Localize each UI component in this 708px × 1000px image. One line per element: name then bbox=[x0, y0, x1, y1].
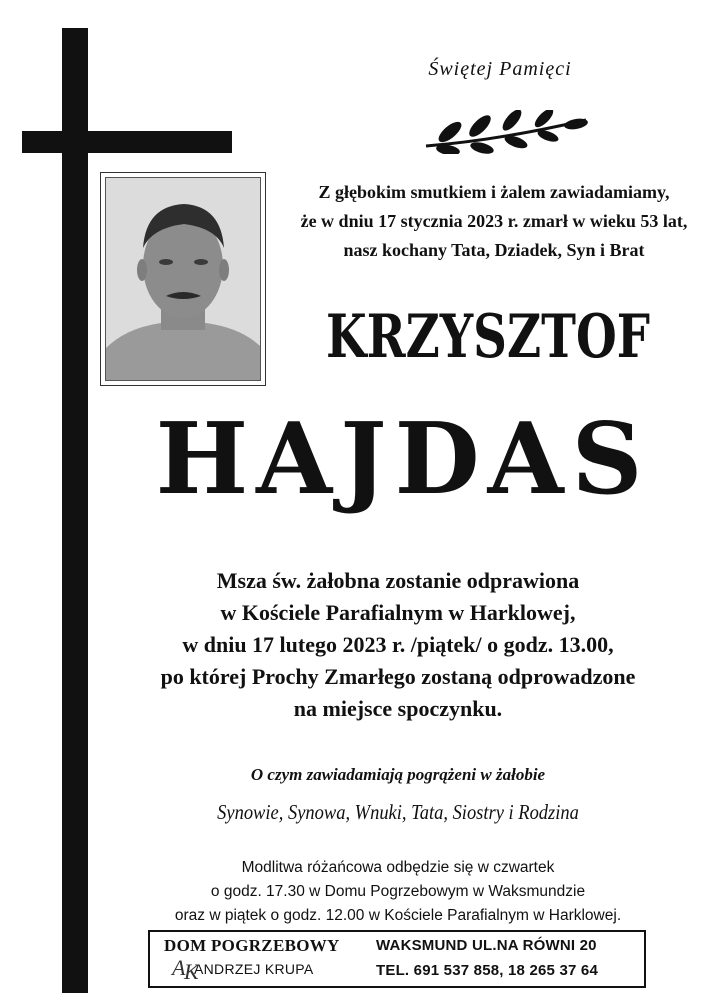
mass-line: na miejsce spoczynku. bbox=[293, 696, 503, 721]
portrait-photo bbox=[105, 177, 261, 381]
rosary-info bbox=[88, 856, 708, 928]
deceased-first-name: KRZYSZTOF bbox=[326, 302, 650, 372]
intro-line: nasz kochany Tata, Dziadek, Syn i Brat bbox=[343, 240, 645, 260]
mass-line: w dniu 17 lutego 2023 r. /piątek/ o godz. 13.00, bbox=[182, 632, 614, 657]
mourners-intro: O czym zawiadamiają pogrążeni w żałobie bbox=[250, 765, 546, 784]
intro-line: że w dniu 17 stycznia 2023 r. zmarł w wieku 53 lat, bbox=[300, 211, 688, 231]
deceased-last-name: HAJDAS bbox=[155, 402, 651, 517]
monogram-letter-k: K bbox=[184, 959, 199, 984]
rosary-line: oraz w piątek o godz. 12.00 w Kościele Parafialnym w Harklowej. bbox=[174, 907, 622, 924]
mass-line: w Kościele Parafialnym w Harklowej, bbox=[220, 600, 576, 625]
intro-line: Z głębokim smutkiem i żalem zawiadamiamy, bbox=[318, 182, 670, 202]
funeral-home-owner: ANDRZEJ KRUPA bbox=[194, 961, 314, 977]
monogram-letter-a: A bbox=[172, 955, 186, 980]
laurel-branch-icon bbox=[420, 110, 592, 154]
funeral-home-box bbox=[148, 930, 646, 988]
funeral-home-phone: TEL. 691 537 858, 18 265 37 64 bbox=[376, 962, 598, 979]
funeral-home-name: DOM POGRZEBOWY bbox=[164, 936, 340, 955]
cross-vertical-beam bbox=[62, 28, 88, 993]
announcement-intro bbox=[290, 178, 698, 265]
funeral-home-address: WAKSMUND UL.NA RÓWNI 20 bbox=[376, 937, 597, 954]
portrait-frame bbox=[100, 172, 266, 386]
rosary-line: Modlitwa różańcowa odbędzie się w czwartek bbox=[241, 859, 555, 876]
mass-line: Msza św. żałobna zostanie odprawiona bbox=[216, 568, 580, 593]
funeral-mass-info bbox=[88, 565, 708, 725]
mass-line: po której Prochy Zmarłego zostaną odprowadzone bbox=[160, 664, 636, 689]
rosary-line: o godz. 17.30 w Domu Pogrzebowym w Waksmundzie bbox=[210, 883, 586, 900]
cross-horizontal-beam bbox=[22, 131, 232, 153]
mourners-list: Synowie, Synowa, Wnuki, Tata, Siostry i Rodzina bbox=[217, 800, 579, 824]
memorial-header: Świętej Pamięci bbox=[428, 58, 572, 80]
